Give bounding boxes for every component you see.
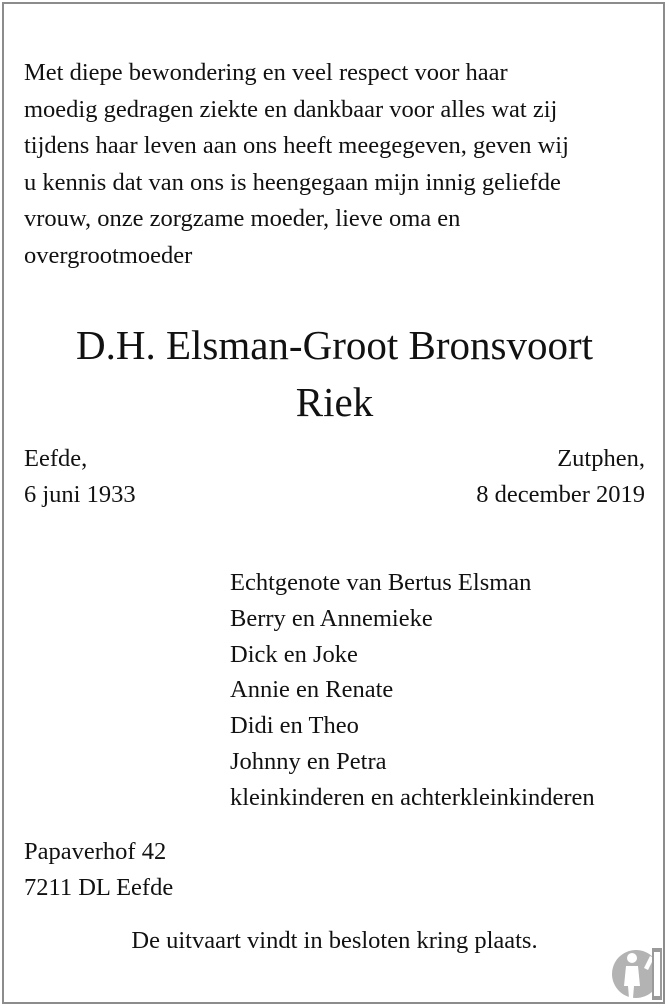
- family-member: Annie en Renate: [230, 676, 394, 704]
- intro-line: tijdens haar leven aan ons heeft meegegeven, geven wij: [24, 132, 569, 159]
- funeral-note: De uitvaart vindt in besloten kring plaats.: [131, 927, 538, 954]
- death-info: [476, 441, 645, 513]
- address-postal-city: 7211 DL Eefde: [24, 874, 174, 901]
- death-date: 8 december 2019: [476, 481, 645, 508]
- family-member: kleinkinderen en achterkleinkinderen: [230, 783, 595, 811]
- intro-line: Met diepe bewondering en veel respect voor haar: [24, 59, 508, 86]
- family-list: [230, 565, 595, 816]
- intro-line: moedig gedragen ziekte en dankbaar voor alles wat zij: [24, 95, 558, 123]
- intro-line: u kennis dat van ons is heengegaan mijn innig geliefde: [24, 168, 561, 196]
- birth-date: 6 juni 1933: [24, 481, 136, 508]
- family-member: Didi en Theo: [230, 712, 359, 740]
- correspondence-address: [24, 834, 173, 906]
- intro-line: overgrootmoeder: [24, 241, 193, 269]
- family-member: Johnny en Petra: [230, 747, 387, 775]
- death-place: Zutphen,: [557, 445, 645, 472]
- family-member: Echtgenote van Bertus Elsman: [230, 569, 532, 596]
- publisher-logo-icon: [610, 938, 666, 1004]
- birth-place: Eefde,: [24, 445, 88, 472]
- deceased-nickname: Riek: [295, 379, 374, 425]
- deceased-name: D.H. Elsman-Groot Bronsvoort: [75, 322, 593, 368]
- family-member: Dick en Joke: [230, 640, 358, 668]
- address-street: Papaverhof 42: [24, 838, 167, 865]
- intro-text: [24, 55, 649, 274]
- birth-info: [24, 441, 136, 513]
- family-member: Berry en Annemieke: [230, 604, 433, 632]
- intro-line: vrouw, onze zorgzame moeder, lieve oma en: [24, 205, 461, 232]
